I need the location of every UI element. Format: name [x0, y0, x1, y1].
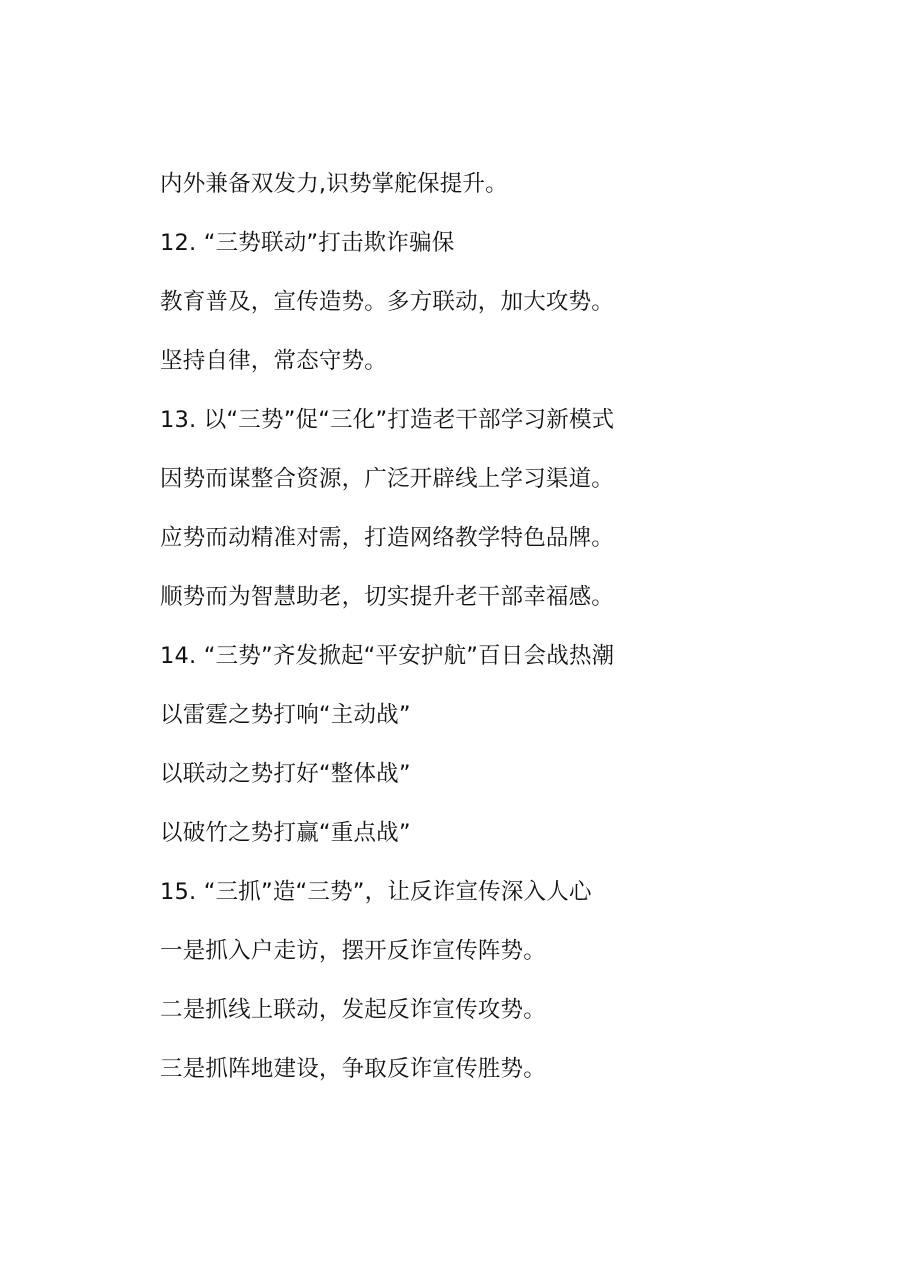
section-heading-13: 13. 以“三势”促“三化”打造老干部学习新模式	[160, 407, 615, 433]
text-line: 三是抓阵地建设，争取反诈宣传胜势。	[160, 1056, 546, 1082]
document-body	[160, 166, 860, 1110]
text-line: 一是抓入户走访，摆开反诈宣传阵势。	[160, 938, 546, 964]
text-line: 教育普及，宣传造势。多方联动，加大攻势。	[160, 289, 615, 315]
text-line: 因势而谋整合资源，广泛开辟线上学习渠道。	[160, 466, 615, 492]
text-line: 以破竹之势打赢“重点战”	[160, 820, 411, 846]
section-heading-14: 14. “三势”齐发掀起“平安护航”百日会战热潮	[160, 643, 615, 669]
text-line: 二是抓线上联动，发起反诈宣传攻势。	[160, 997, 546, 1023]
section-heading-12: 12. “三势联动”打击欺诈骗保	[160, 230, 455, 256]
text-line: 以联动之势打好“整体战”	[160, 761, 411, 787]
text-line: 顺势而为智慧助老，切实提升老干部幸福感。	[160, 584, 615, 610]
text-line: 以雷霆之势打响“主动战”	[160, 702, 411, 728]
text-line: 应势而动精准对需，打造网络教学特色品牌。	[160, 525, 615, 551]
text-line: 内外兼备双发力,识势掌舵保提升。	[160, 171, 508, 197]
text-line: 坚持自律，常态守势。	[160, 348, 388, 374]
section-heading-15: 15. “三抓”造“三势”，让反诈宣传深入人心	[160, 879, 592, 905]
